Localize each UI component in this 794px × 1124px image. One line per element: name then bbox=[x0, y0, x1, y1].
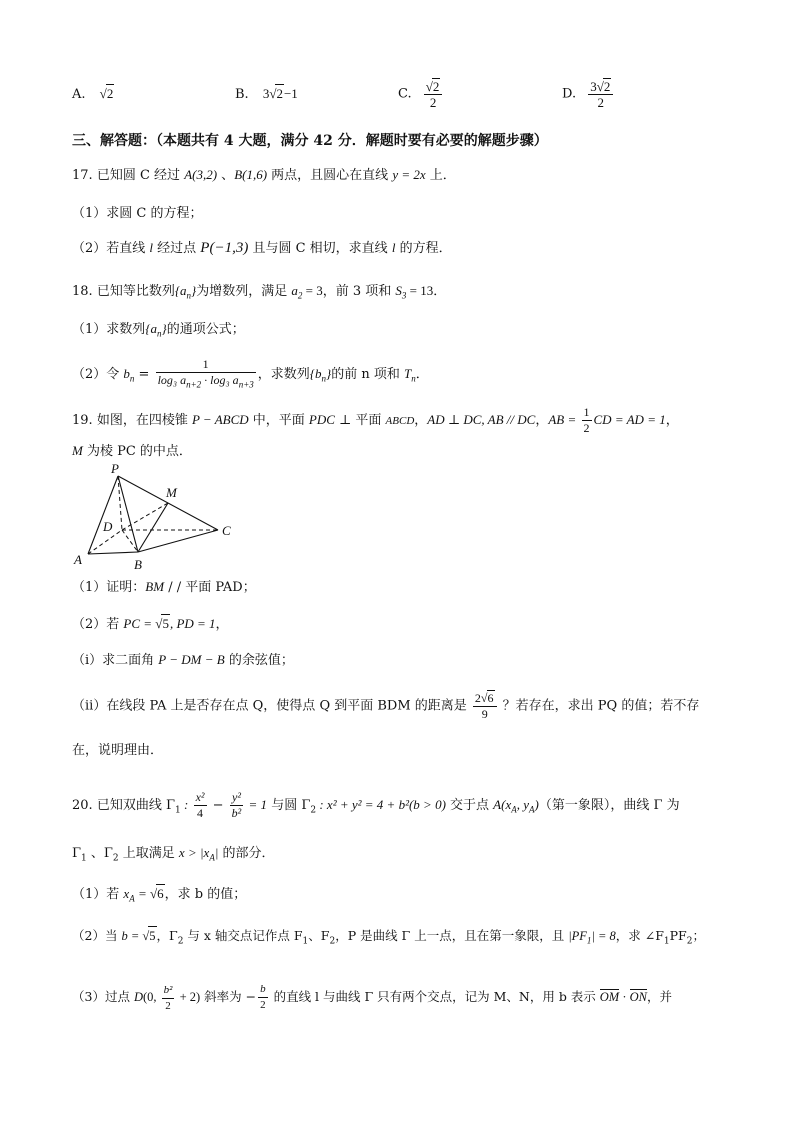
q17-point-a: A(3,2) bbox=[184, 167, 218, 182]
q20-p2-b: b = bbox=[121, 929, 143, 943]
q18-s3-sub: 3 bbox=[401, 290, 407, 301]
option-d-label: D. bbox=[562, 86, 577, 102]
q19-pii-b: ？若存在，求出 PQ 的值；若不存 bbox=[498, 698, 700, 714]
q19-pi-a: （i）求二面角 bbox=[72, 653, 159, 668]
q20-p3-plus: + 2) bbox=[176, 990, 201, 1004]
q18-a2-sub: 2 bbox=[297, 290, 303, 301]
q18-s3 bbox=[395, 283, 434, 301]
q18-p2-seq-sub: n bbox=[321, 373, 326, 384]
q17-part-1: （1）求圆 C 的方程； bbox=[72, 206, 203, 221]
q18-p2-end: ． bbox=[415, 367, 429, 383]
q19-line2-text: 为棱 PC 的中点． bbox=[82, 444, 192, 459]
q20-text-b: 与圆 Γ bbox=[267, 798, 311, 813]
q20-p1-eq: = bbox=[134, 886, 150, 901]
q20-x2-num: x² bbox=[195, 790, 205, 804]
q20-p1-xsub: A bbox=[129, 893, 135, 904]
q20-p2-c-sub: 2 bbox=[177, 936, 184, 947]
q17-number: 17. bbox=[72, 168, 93, 183]
option-b-label: B. bbox=[235, 87, 249, 102]
q20-line-2 bbox=[72, 844, 275, 868]
q18-p2-a: （2）令 bbox=[72, 367, 124, 383]
q18-p1-seq-sub: n bbox=[156, 328, 162, 339]
label-p: P bbox=[111, 462, 119, 476]
q20-text-d: （第一象限），曲线 Γ 为 bbox=[538, 798, 680, 813]
q20-l2-ineq-end: | bbox=[214, 845, 219, 860]
q20-part-2: （2）当 b = √5，$\Gamma_2$ 与 x 轴交点记作点 $F_1$、$F_2$，P 是曲线 Γ 上一点，且在第一象限，且 $|PF_1| = 8$，求 $\angle F_1PF_2$； bbox=[72, 928, 705, 947]
edge-pa bbox=[88, 476, 118, 554]
q20-p2-d: 与 x 轴交点记作点 F bbox=[183, 928, 303, 943]
q18-p2-num: 1 bbox=[156, 357, 256, 373]
q19-ab: AB = bbox=[548, 412, 580, 427]
q18-seq-sub: n bbox=[186, 290, 192, 301]
q19-p1-b: / / 平面 PAD； bbox=[164, 580, 256, 595]
q19-p2-pc: PC = bbox=[123, 616, 156, 631]
q20-p3-dot: · bbox=[619, 990, 630, 1004]
q20-l2-s1: 1 bbox=[81, 853, 87, 864]
q20-p1-rad: 6 bbox=[157, 886, 164, 901]
q20-l2-s2: 2 bbox=[112, 853, 119, 864]
q18-p2-eq: = bbox=[134, 367, 154, 383]
q20-g1-sub: 1 bbox=[174, 805, 181, 816]
q20-p3-d: ，并 bbox=[647, 989, 673, 1004]
q20-g2-sub: 2 bbox=[310, 805, 317, 816]
q20-p1-a: （1）若 bbox=[72, 887, 124, 902]
q19-number: 19. bbox=[72, 413, 93, 428]
option-a: A. √2 bbox=[72, 86, 114, 102]
label-a: A bbox=[74, 552, 82, 567]
q19-line-2 bbox=[72, 442, 192, 461]
label-m: M bbox=[166, 485, 177, 500]
q17-line: y = 2x bbox=[392, 167, 426, 182]
q19-text-a: 如图，在四棱锥 bbox=[96, 413, 192, 428]
q17-part-2 bbox=[72, 239, 452, 258]
option-d-denominator: 2 bbox=[597, 95, 605, 110]
q20-text-c: 交于点 bbox=[445, 798, 494, 813]
q20-p2-d-sub: 1 bbox=[302, 936, 309, 947]
q20-p2-e-sub: 2 bbox=[329, 936, 336, 947]
q18-seq-a: {a bbox=[174, 283, 187, 298]
pyramid-figure bbox=[72, 462, 242, 574]
q19-pii-coef: 2 bbox=[474, 691, 481, 705]
q20-p3-a: （3）过点 bbox=[72, 989, 134, 1004]
q18-p2-c: 的前 n 项和 bbox=[331, 367, 404, 383]
q20-p3-sn: b bbox=[258, 982, 268, 998]
q19-solid: P − ABCD bbox=[191, 412, 249, 427]
q18-a2 bbox=[291, 283, 323, 301]
q20-p2-e: 、F bbox=[308, 928, 330, 943]
q18-p1-seq-end: } bbox=[161, 321, 167, 336]
q20-pta-sub2: A bbox=[529, 804, 535, 815]
q18-part-2 bbox=[72, 357, 429, 392]
q18-text-d: ． bbox=[433, 284, 447, 299]
q20-y2-num: y² bbox=[230, 790, 244, 806]
q18-part-1 bbox=[72, 320, 245, 343]
q19-text-d: ， bbox=[535, 413, 549, 428]
q20-pta-sub1: A bbox=[511, 804, 517, 815]
q20-l2-a: Γ bbox=[72, 846, 82, 861]
q20-p2-g-mid: PF bbox=[669, 928, 687, 943]
q20-stem bbox=[72, 790, 680, 821]
q20-y2-den: b² bbox=[231, 806, 242, 820]
q19-perp: ⊥ 平面 bbox=[334, 413, 386, 428]
q20-p2-pf-sub: 1 bbox=[586, 935, 592, 946]
q19-half-den: 2 bbox=[583, 421, 590, 435]
option-d-radicand: 2 bbox=[603, 79, 611, 94]
label-d: D bbox=[103, 519, 113, 534]
q20-p2-g-sub1: 1 bbox=[663, 936, 670, 947]
q18-p2-T: T bbox=[403, 366, 412, 382]
q20-pta: A(x bbox=[493, 797, 512, 812]
q19-abcd: ABCD bbox=[385, 415, 415, 427]
label-c: C bbox=[222, 523, 231, 538]
q17-p2-a: （2）若直线 bbox=[72, 241, 150, 256]
q18-s3-val: = 13 bbox=[406, 283, 434, 298]
q17-p2-l: l bbox=[149, 240, 154, 255]
q19-p1-bm: BM bbox=[145, 579, 165, 594]
q19-half-num: 1 bbox=[583, 405, 590, 419]
q19-p2-b: ， bbox=[215, 617, 229, 632]
q20-p2-pf-end: | = 8 bbox=[591, 929, 616, 943]
q20-x2-den: 4 bbox=[197, 806, 204, 820]
q20-part-1: （1）若 $x_A = √6$，求 b 的值； bbox=[72, 886, 247, 904]
q18-p1-seq: {a bbox=[145, 321, 157, 336]
q20-p3-b: 斜率为 bbox=[200, 989, 246, 1004]
q20-part-3 bbox=[72, 982, 672, 1014]
option-d-coef: 3 bbox=[590, 79, 597, 94]
option-b-coef: 3 bbox=[262, 86, 270, 101]
q19-cd: CD = AD = 1 bbox=[593, 412, 666, 427]
q18-text-b: 为增数列，满足 bbox=[196, 284, 292, 299]
q19-line2-m: M bbox=[72, 443, 83, 458]
q20-p3-D: D bbox=[133, 990, 143, 1004]
q20-eq1: = 1 bbox=[245, 797, 268, 812]
q18-p2-den: log₃ a bbox=[157, 373, 187, 387]
q20-pta-mid: , y bbox=[516, 797, 529, 812]
q18-p2-seq: {b bbox=[309, 366, 322, 382]
option-d: D. $\frac{3√2}{2}$ bbox=[562, 78, 615, 110]
q19-pii-a: （ii）在线段 PA 上是否存在点 Q，使得点 Q 到平面 BDM 的距离是 bbox=[72, 698, 471, 714]
q18-seq bbox=[174, 283, 197, 301]
q18-p1-b: 的通项公式； bbox=[166, 322, 245, 337]
q17-text-d: 上． bbox=[425, 168, 456, 183]
q20-p3-sd: 2 bbox=[260, 999, 266, 1011]
q18-p2-seq-end: } bbox=[325, 366, 332, 382]
q18-a2-sym: a bbox=[291, 283, 298, 298]
q17-p2-c: 且与圆 C 相切，求直线 bbox=[248, 241, 392, 256]
q19-text-e: ， bbox=[665, 413, 679, 428]
q20-p2-rad: 5 bbox=[148, 926, 156, 945]
option-c-radicand: 2 bbox=[432, 79, 440, 94]
q20-p2-g: ，求 ∠F bbox=[615, 928, 664, 943]
q20-circle: : x² + y² = 4 + b²(b > 0) bbox=[316, 797, 446, 812]
q18-text-a: 已知等比数列 bbox=[96, 284, 175, 299]
q19-p2-rad: 5 bbox=[162, 616, 169, 631]
q20-number: 20. bbox=[72, 798, 93, 813]
q18-number: 18. bbox=[72, 284, 93, 299]
q20-p1-b: ，求 b 的值； bbox=[164, 887, 247, 902]
q17-point-b: B(1,6) bbox=[234, 167, 268, 182]
q19-p2-pd: , PD = 1 bbox=[169, 616, 216, 631]
q20-p3-fd: 2 bbox=[165, 999, 171, 1012]
q20-p2-h: ； bbox=[692, 928, 705, 943]
q20-p3-open: (0, bbox=[142, 990, 160, 1004]
q17-stem bbox=[72, 166, 456, 185]
option-c: C. $\frac{√2}{2}$ bbox=[398, 78, 444, 110]
q18-p2-b: ，求数列 bbox=[257, 367, 310, 383]
q20-l2-d: 的部分． bbox=[218, 846, 275, 861]
q18-a2-val: = 3 bbox=[302, 283, 323, 298]
q19-text-c: ， bbox=[414, 413, 428, 428]
q20-minus: − bbox=[208, 798, 228, 813]
q19-text-b: 中，平面 bbox=[248, 413, 309, 428]
q19-cond1: AD ⊥ DC, AB // DC bbox=[427, 412, 536, 427]
q20-l2-c: 上取满足 bbox=[118, 846, 179, 861]
option-a-radicand: 2 bbox=[106, 86, 114, 101]
q20-p2-g-sub2: 2 bbox=[686, 936, 693, 947]
option-b-tail: −1 bbox=[283, 86, 298, 101]
q17-text-c: 两点，且圆心在直线 bbox=[267, 168, 393, 183]
q19-pii-den: 9 bbox=[481, 707, 488, 721]
q18-p2-den-sub2: n+3 bbox=[238, 379, 254, 390]
q20-l2-b: 、Γ bbox=[86, 846, 113, 861]
q20-p2-a: （2）当 bbox=[72, 928, 122, 943]
q19-part-2: （2）若 PC = √5, PD = 1， bbox=[72, 616, 229, 632]
q19-part-ii-cont: 在，说明理由． bbox=[72, 743, 164, 758]
q19-pi-m: P − DM − B bbox=[158, 652, 225, 667]
q20-p3-on: ON bbox=[629, 990, 648, 1004]
q20-pta-end: ) bbox=[534, 797, 539, 812]
option-c-label: C. bbox=[398, 86, 412, 102]
q18-p2-T-sub: n bbox=[411, 373, 416, 384]
option-c-denominator: 2 bbox=[429, 95, 437, 110]
q17-p2-b: 经过点 bbox=[153, 241, 201, 256]
q19-part-1 bbox=[72, 578, 256, 597]
q19-pii-rad: 6 bbox=[487, 691, 494, 705]
q17-p2-d: 的方程． bbox=[395, 241, 452, 256]
q20-l2-ineq-sub: A bbox=[209, 852, 215, 863]
label-b: B bbox=[134, 557, 142, 572]
q20-p2-pf: |PF bbox=[568, 929, 587, 943]
q20-p1-x: x bbox=[123, 886, 130, 901]
q18-p2-bn: b bbox=[123, 366, 130, 382]
q18-p2-den-mid: · log₃ a bbox=[201, 373, 239, 387]
q20-p3-c: 的直线 l 与曲线 Γ 只有两个交点，记为 M、N，用 b 表示 bbox=[269, 989, 600, 1004]
q18-p1-a: （1）求数列 bbox=[72, 322, 146, 337]
q19-part-i bbox=[72, 651, 294, 670]
option-b-radicand: 2 bbox=[276, 86, 283, 101]
q20-text-a: 已知双曲线 Γ bbox=[96, 798, 175, 813]
q19-p1-a: （1）证明： bbox=[72, 580, 146, 595]
q20-p3-om: OM bbox=[599, 990, 620, 1004]
q19-pi-b: 的余弦值； bbox=[224, 653, 294, 668]
option-a-label: A. bbox=[72, 87, 86, 102]
edge-ab bbox=[88, 552, 138, 554]
q20-l2-ineq: x > |x bbox=[178, 845, 210, 860]
section-3-heading: 三、解答题：（本题共有 4 大题，满分 42 分．解题时要有必要的解题步骤） bbox=[72, 133, 548, 149]
q18-stem bbox=[72, 282, 446, 305]
q20-colon: : bbox=[180, 797, 192, 812]
q17-text-a: 已知圆 C 经过 bbox=[96, 168, 185, 183]
q20-p2-c: ，Γ bbox=[156, 928, 178, 943]
q18-p2-den-sub1: n+2 bbox=[186, 379, 202, 390]
q18-text-c: ，前 3 项和 bbox=[322, 284, 396, 299]
q19-part-ii: （ii）在线段 PA 上是否存在点 Q，使得点 Q 到平面 BDM 的距离是 $\frac{2√6}{9}$ ？若存在，求出 PQ 的值；若不存 bbox=[72, 691, 700, 721]
q17-p2-l2: l bbox=[391, 240, 396, 255]
q20-p3-fn: b² bbox=[162, 983, 175, 999]
q18-s3-sym: S bbox=[395, 283, 402, 298]
q20-p2-f: ，P 是曲线 Γ 上一点，且在第一象限，且 bbox=[335, 928, 569, 943]
q17-p2-point: P(−1,3) bbox=[200, 240, 249, 256]
q17-text-b: 、 bbox=[217, 168, 235, 183]
q20-p3-neg: − bbox=[245, 989, 257, 1004]
option-b: B. 3√2−1 bbox=[235, 86, 298, 102]
q18-p2-bn-sub: n bbox=[129, 373, 135, 384]
q19-pdc: PDC bbox=[308, 412, 335, 427]
q18-seq-end: } bbox=[191, 283, 197, 298]
q19-stem bbox=[72, 405, 679, 436]
q19-p2-a: （2）若 bbox=[72, 617, 124, 632]
